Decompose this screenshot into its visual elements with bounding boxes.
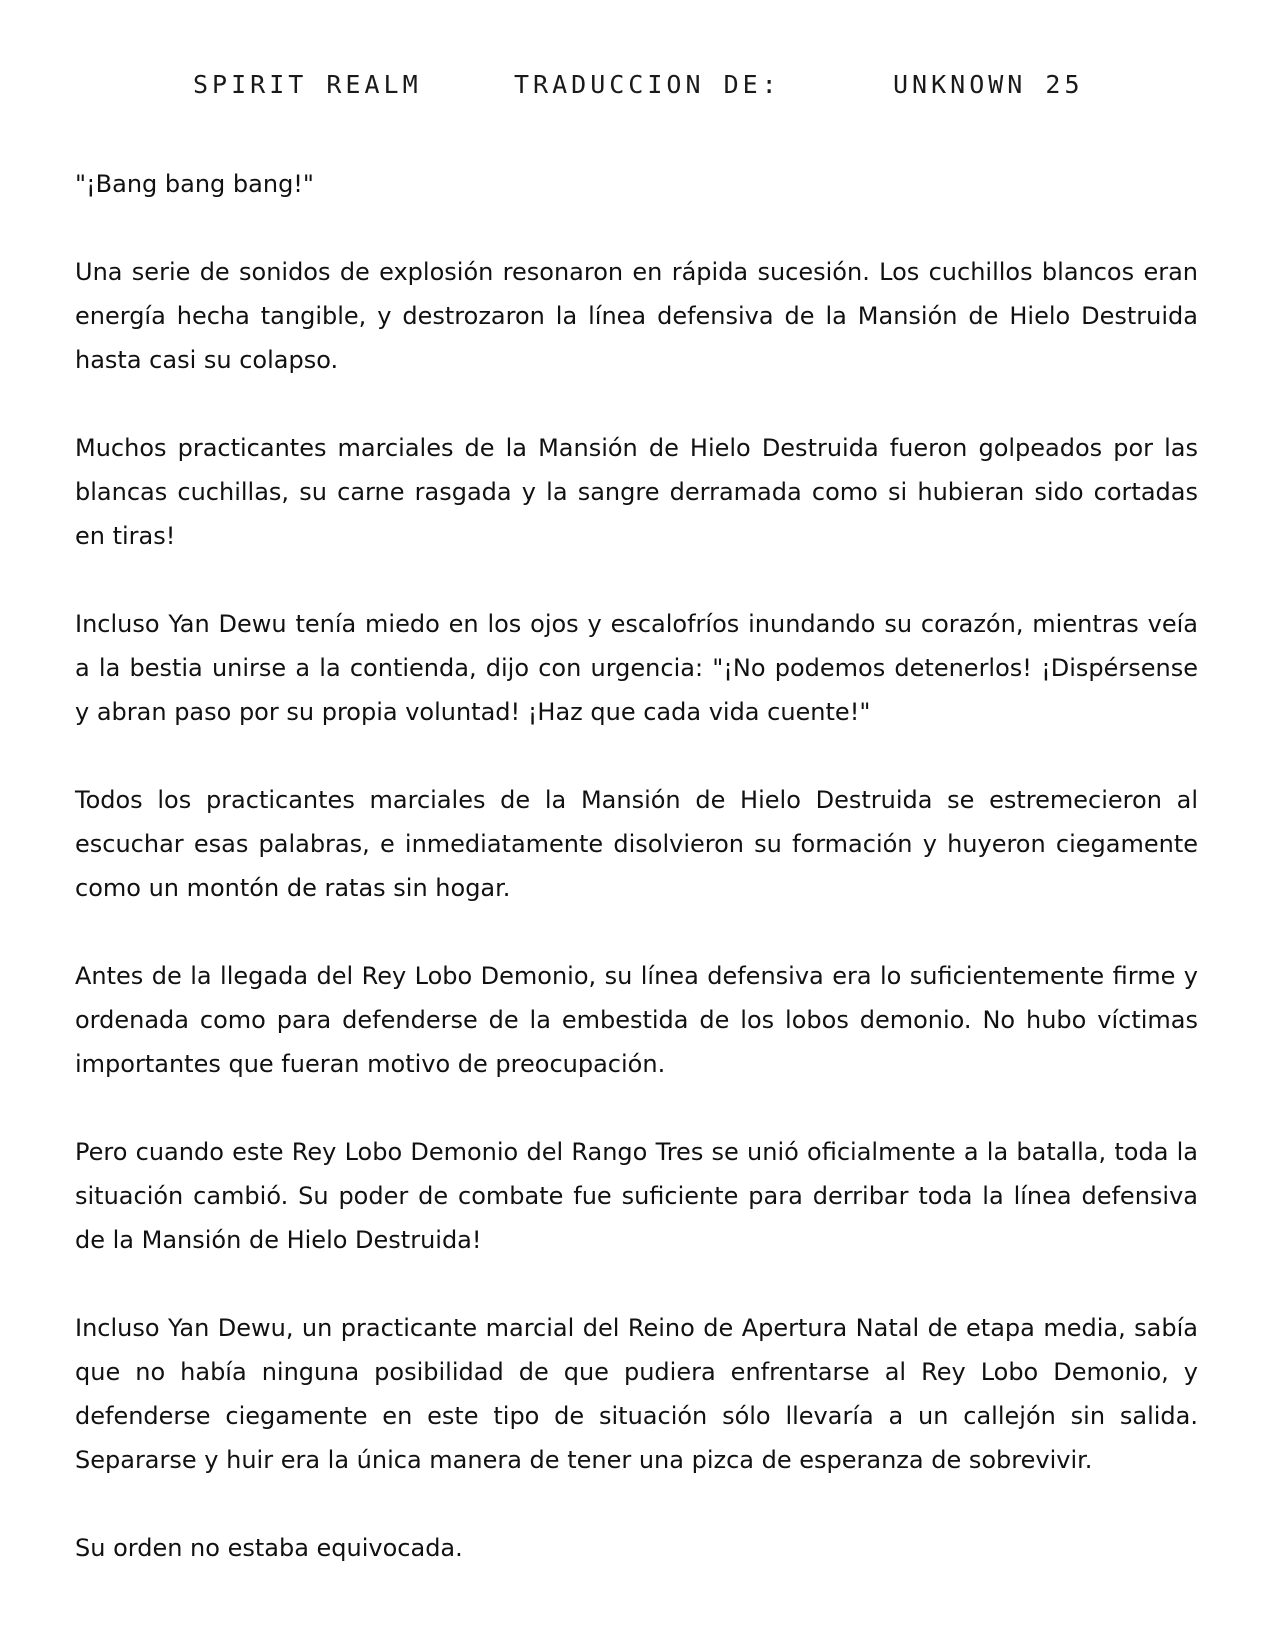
page-header xyxy=(0,70,1275,110)
paragraph: Su orden no estaba equivocada. xyxy=(75,1534,463,1562)
paragraph: Muchos practicantes marciales de la Mansión de Hielo Destruida fueron golpeados por las blancas cuchillas, su carne rasgada y la sangre derramada como si hubieran sido cortadas en tiras! xyxy=(75,434,1198,550)
paragraph: Una serie de sonidos de explosión resonaron en rápida sucesión. Los cuchillos blancos eran energía hecha tangible, y destrozaron la línea defensiva de la Mansión de Hielo Destruida hasta casi su colapso. xyxy=(75,258,1198,374)
paragraph: Antes de la llegada del Rey Lobo Demonio, su línea defensiva era lo suficientemente firme y ordenada como para defenderse de la embestida de los lobos demonio. No hubo víctimas importantes que fueran motivo de preocupación. xyxy=(75,962,1198,1078)
paragraph: Pero cuando este Rey Lobo Demonio del Rango Tres se unió oficialmente a la batalla, toda la situación cambió. Su poder de combate fue suficiente para derribar toda la línea defensiva de la Mansión de Hielo Destruida! xyxy=(75,1138,1198,1254)
series-title: SPIRIT REALM xyxy=(193,70,422,99)
translation-label: TRADUCCION DE: xyxy=(514,70,781,99)
paragraph: Incluso Yan Dewu, un practicante marcial del Reino de Apertura Natal de etapa media, sabía que no había ninguna posibilidad de que pudiera enfrentarse al Rey Lobo Demonio, y defenderse ciegamente en este tipo de situación sólo llevaría a un callejón sin salida. Separarse y huir era la única manera de tener una pizca de esperanza de sobrevivir. xyxy=(75,1314,1198,1474)
paragraph: "¡Bang bang bang!" xyxy=(75,170,314,198)
paragraph: Todos los practicantes marciales de la Mansión de Hielo Destruida se estremecieron al escuchar esas palabras, e inmediatamente disolvieron su formación y huyeron ciegamente como un montón de ratas sin hogar. xyxy=(75,786,1198,902)
chapter-text xyxy=(75,162,1198,1614)
paragraph: Incluso Yan Dewu tenía miedo en los ojos y escalofríos inundando su corazón, mientras veía a la bestia unirse a la contienda, dijo con urgencia: "¡No podemos detenerlos! ¡Dispérsense y abran paso por su propia voluntad! ¡Haz que cada vida cuente!" xyxy=(75,610,1198,726)
translator-name: UNKNOWN 25 xyxy=(893,70,1084,99)
